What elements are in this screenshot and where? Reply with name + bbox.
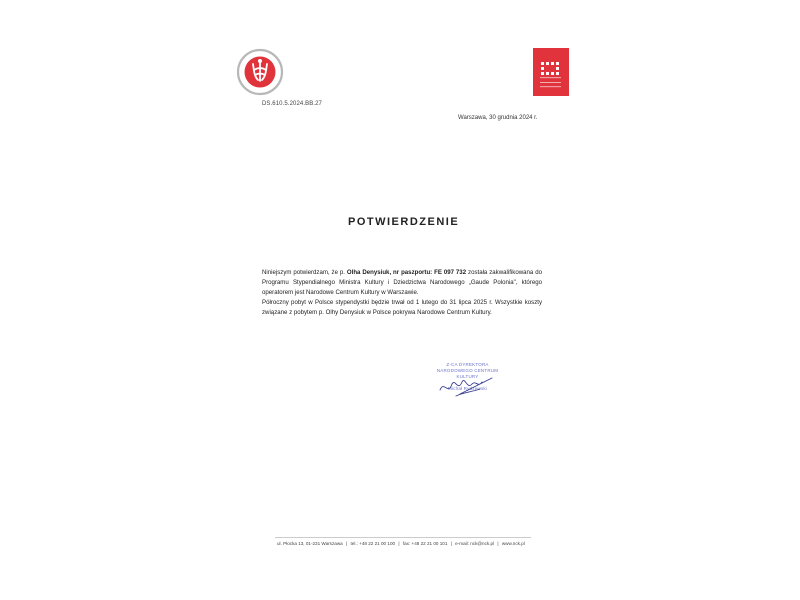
reference-number: DS.610.5.2024.BB.27: [262, 101, 322, 107]
nck-logo: [533, 48, 569, 96]
letter-body: [262, 268, 542, 318]
paragraph-1: [262, 268, 542, 298]
footer: ul. Płocka 13, 01-231 Warszawa | tel.: +48 22 21 00 100 | fax: +48 22 21 00 101 | e-mail: nck@nck.pl | www.nck.pl: [277, 541, 525, 546]
stamp-line-4: Michał Rydzewski: [448, 386, 487, 391]
signature: [420, 362, 515, 407]
recipient-name: Olha Denysiuk, nr paszportu: FE 097 732: [346, 269, 467, 276]
footer-address: ul. Płocka 13, 01-231 Warszawa: [277, 541, 343, 546]
footer-website[interactable]: www.nck.pl: [501, 541, 525, 546]
gaude-polonia-logo: [236, 48, 284, 96]
stamp-line-1: Z-CA DYREKTORA: [446, 362, 489, 367]
director-stamp: [420, 362, 515, 407]
p1-prefix: Niniejszym potwierdzam, że p.: [262, 269, 345, 276]
footer-tel: tel.: +48 22 21 00 100: [350, 541, 396, 546]
paragraph-2: Półroczny pobyt w Polsce stypendystki będzie trwał od 1 lutego do 31 lipca 2025 r. Wszystkie koszty związane z pobytem p. Olhy Denysiuk w Polsce pokrywa Narodowe Centrum Kultury.: [262, 299, 542, 316]
footer-fax: fax: +48 22 21 00 101: [402, 541, 448, 546]
footer-rule: [275, 537, 531, 538]
footer-email[interactable]: e-mail: nck@nck.pl: [455, 541, 495, 546]
p1-rest: została zakwalifikowana do Programu Stypendialnego Ministra Kultury i Dziedzictwa Narodowego „Gaude Polonia", którego operatorem jest Narodowe Centrum Kultury w Warszawie.: [262, 269, 542, 296]
dateline: Warszawa, 30 grudnia 2024 r.: [458, 115, 538, 121]
document-title: POTWIERDZENIE: [348, 216, 460, 228]
nck-logo-mark: [533, 48, 569, 96]
stamp-line-2: NARODOWEGO CENTRUM: [436, 368, 499, 373]
stamp-line-3: KULTURY: [456, 374, 479, 379]
